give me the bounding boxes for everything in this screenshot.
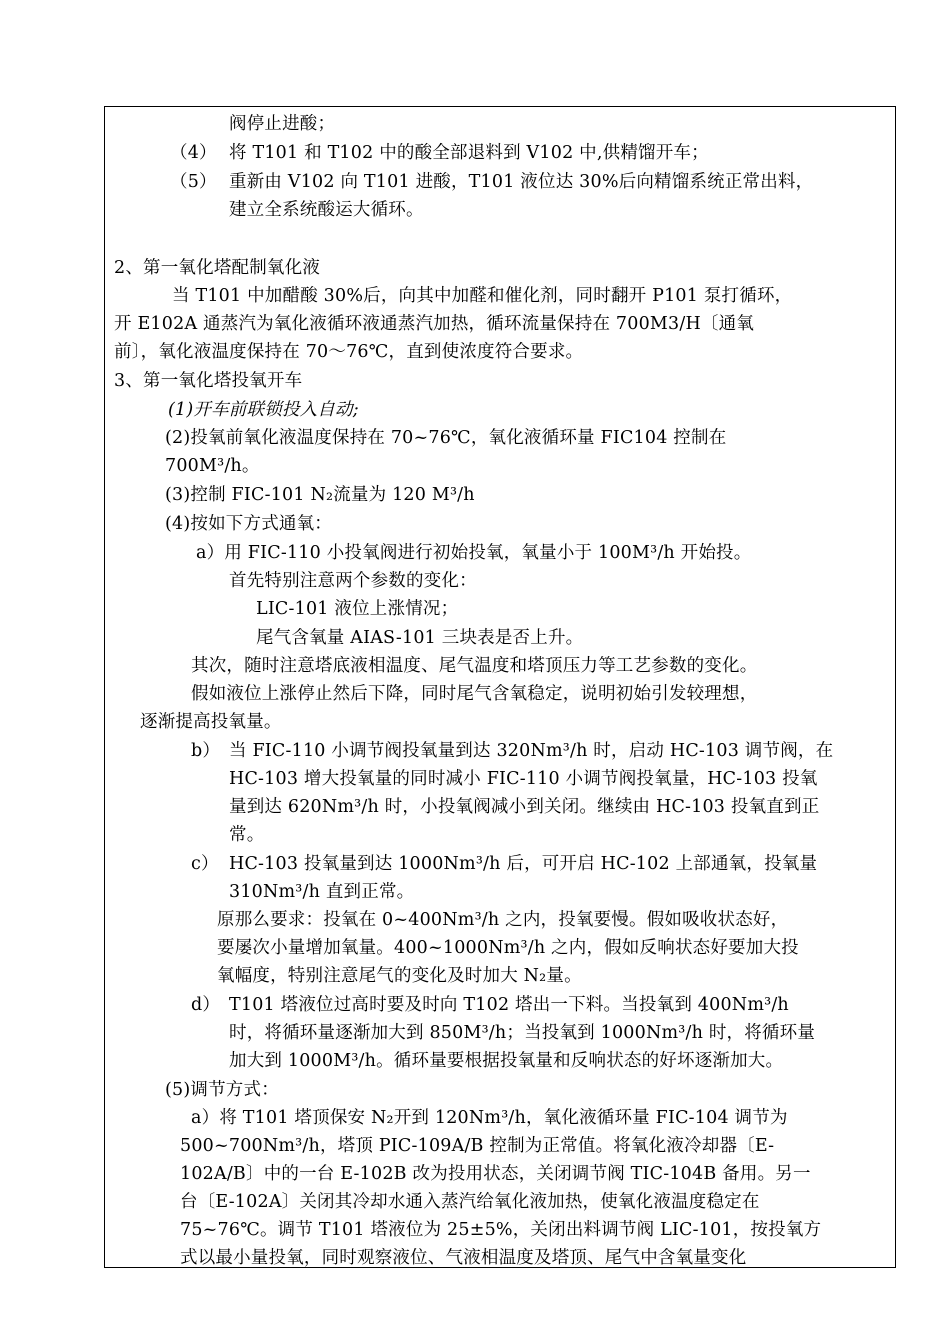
text-line: HC-103 增大投氧量的同时减小 FIC-110 小调节阀投氧量，HC-103 投氧	[229, 769, 818, 789]
text-line: 700M³/h。	[165, 456, 260, 476]
text-line: T101 塔液位过高时要及时向 T102 塔出一下料。当投氧到 400Nm³/h	[229, 995, 789, 1015]
text-line: (1)开车前联锁投入自动;	[168, 400, 359, 420]
list-marker: c）	[191, 854, 219, 874]
text-line: 当 FIC-110 小调节阀投氧量到达 320Nm³/h 时，启动 HC-103 调节阀，在	[229, 741, 834, 761]
text-line: a）用 FIC-110 小投氧阀进行初始投氧，氧量小于 100M³/h 开始投。	[196, 543, 752, 563]
text-line: 重新由 V102 向 T101 进酸，T101 液位达 30%后向精馏系统正常出料，	[229, 172, 814, 192]
text-line: 阀停止进酸；	[229, 114, 336, 134]
section-heading: 2、第一氧化塔配制氧化液	[114, 258, 321, 278]
text-line: 式以最小量投氧，同时观察液位、气液相温度及塔顶、尾气中含氧量变化	[180, 1248, 747, 1268]
text-line: 逐渐提高投氧量。	[140, 712, 282, 732]
text-line: 开 E102A 通蒸汽为氧化液循环液通蒸汽加热，循环流量保持在 700M3/H〔通氧	[114, 314, 755, 334]
text-line: 氧幅度，特别注意尾气的变化及时加大 N₂量。	[217, 966, 582, 986]
list-marker: （4）	[170, 143, 217, 163]
text-line: 首先特别注意两个参数的变化：	[229, 571, 477, 591]
text-line: 当 T101 中加醋酸 30%后，向其中加醛和催化剂，同时翻开 P101 泵打循环，	[172, 286, 793, 306]
text-line: 102A/B〕中的一台 E-102B 改为投用状态，关闭调节阀 TIC-104B 备用。另一	[180, 1164, 811, 1184]
text-line: (2)投氧前氧化液温度保持在 70~76℃，氧化液循环量 FIC104 控制在	[165, 428, 727, 448]
text-line: 前〕，氧化液温度保持在 70～76℃，直到使浓度符合要求。	[114, 342, 584, 362]
text-line: 建立全系统酸运大循环。	[229, 200, 424, 220]
text-line: 假如液位上涨停止然后下降，同时尾气含氧稳定，说明初始引发较理想，	[191, 684, 758, 704]
section-heading: 3、第一氧化塔投氧开车	[114, 371, 303, 391]
text-line: 75~76℃。调节 T101 塔液位为 25±5%，关闭出料调节阀 LIC-101，按投氧方	[180, 1220, 822, 1240]
text-line: 加大到 1000M³/h。循环量要根据投氧量和反响状态的好坏逐渐加大。	[229, 1051, 784, 1071]
text-line: 尾气含氧量 AIAS-101 三块表是否上升。	[256, 628, 584, 648]
text-line: 500~700Nm³/h，塔顶 PIC-109A/B 控制为正常值。将氧化液冷却器〔E-	[180, 1136, 775, 1156]
list-marker: b）	[191, 741, 221, 761]
text-line: (4)按如下方式通氧：	[165, 514, 332, 534]
text-line: 时，将循环量逐渐加大到 850M³/h；当投氧到 1000Nm³/h 时，将循环量	[229, 1023, 816, 1043]
text-line: 要屡次小量增加氧量。400~1000Nm³/h 之内，假如反响状态好要加大投	[217, 938, 799, 958]
text-line: 其次，随时注意塔底液相温度、尾气温度和塔顶压力等工艺参数的变化。	[191, 656, 758, 676]
text-line: 台〔E-102A〕关闭其冷却水通入蒸汽给氧化液加热，使氧化液温度稳定在	[180, 1192, 760, 1212]
text-line: HC-103 投氧量到达 1000Nm³/h 后，可开启 HC-102 上部通氧，投氧量	[229, 854, 818, 874]
text-line: 310Nm³/h 直到正常。	[229, 882, 415, 902]
list-marker: d）	[191, 995, 221, 1015]
text-line: 量到达 620Nm³/h 时，小投氧阀减小到关闭。继续由 HC-103 投氧直到正	[229, 797, 820, 817]
list-marker: （5）	[170, 172, 217, 192]
text-line: 将 T101 和 T102 中的酸全部退料到 V102 中,供精馏开车；	[229, 143, 709, 163]
text-line: 常。	[229, 825, 265, 845]
text-line: LIC-101 液位上涨情况；	[256, 599, 459, 619]
text-line: 原那么要求：投氧在 0~400Nm³/h 之内，投氧要慢。假如吸收状态好，	[217, 910, 789, 930]
text-line: (3)控制 FIC-101 N₂流量为 120 M³/h	[165, 485, 475, 505]
text-line: a）将 T101 塔顶保安 N₂开到 120Nm³/h，氧化液循环量 FIC-104 调节为	[191, 1108, 788, 1128]
text-line: (5)调节方式：	[165, 1080, 279, 1100]
